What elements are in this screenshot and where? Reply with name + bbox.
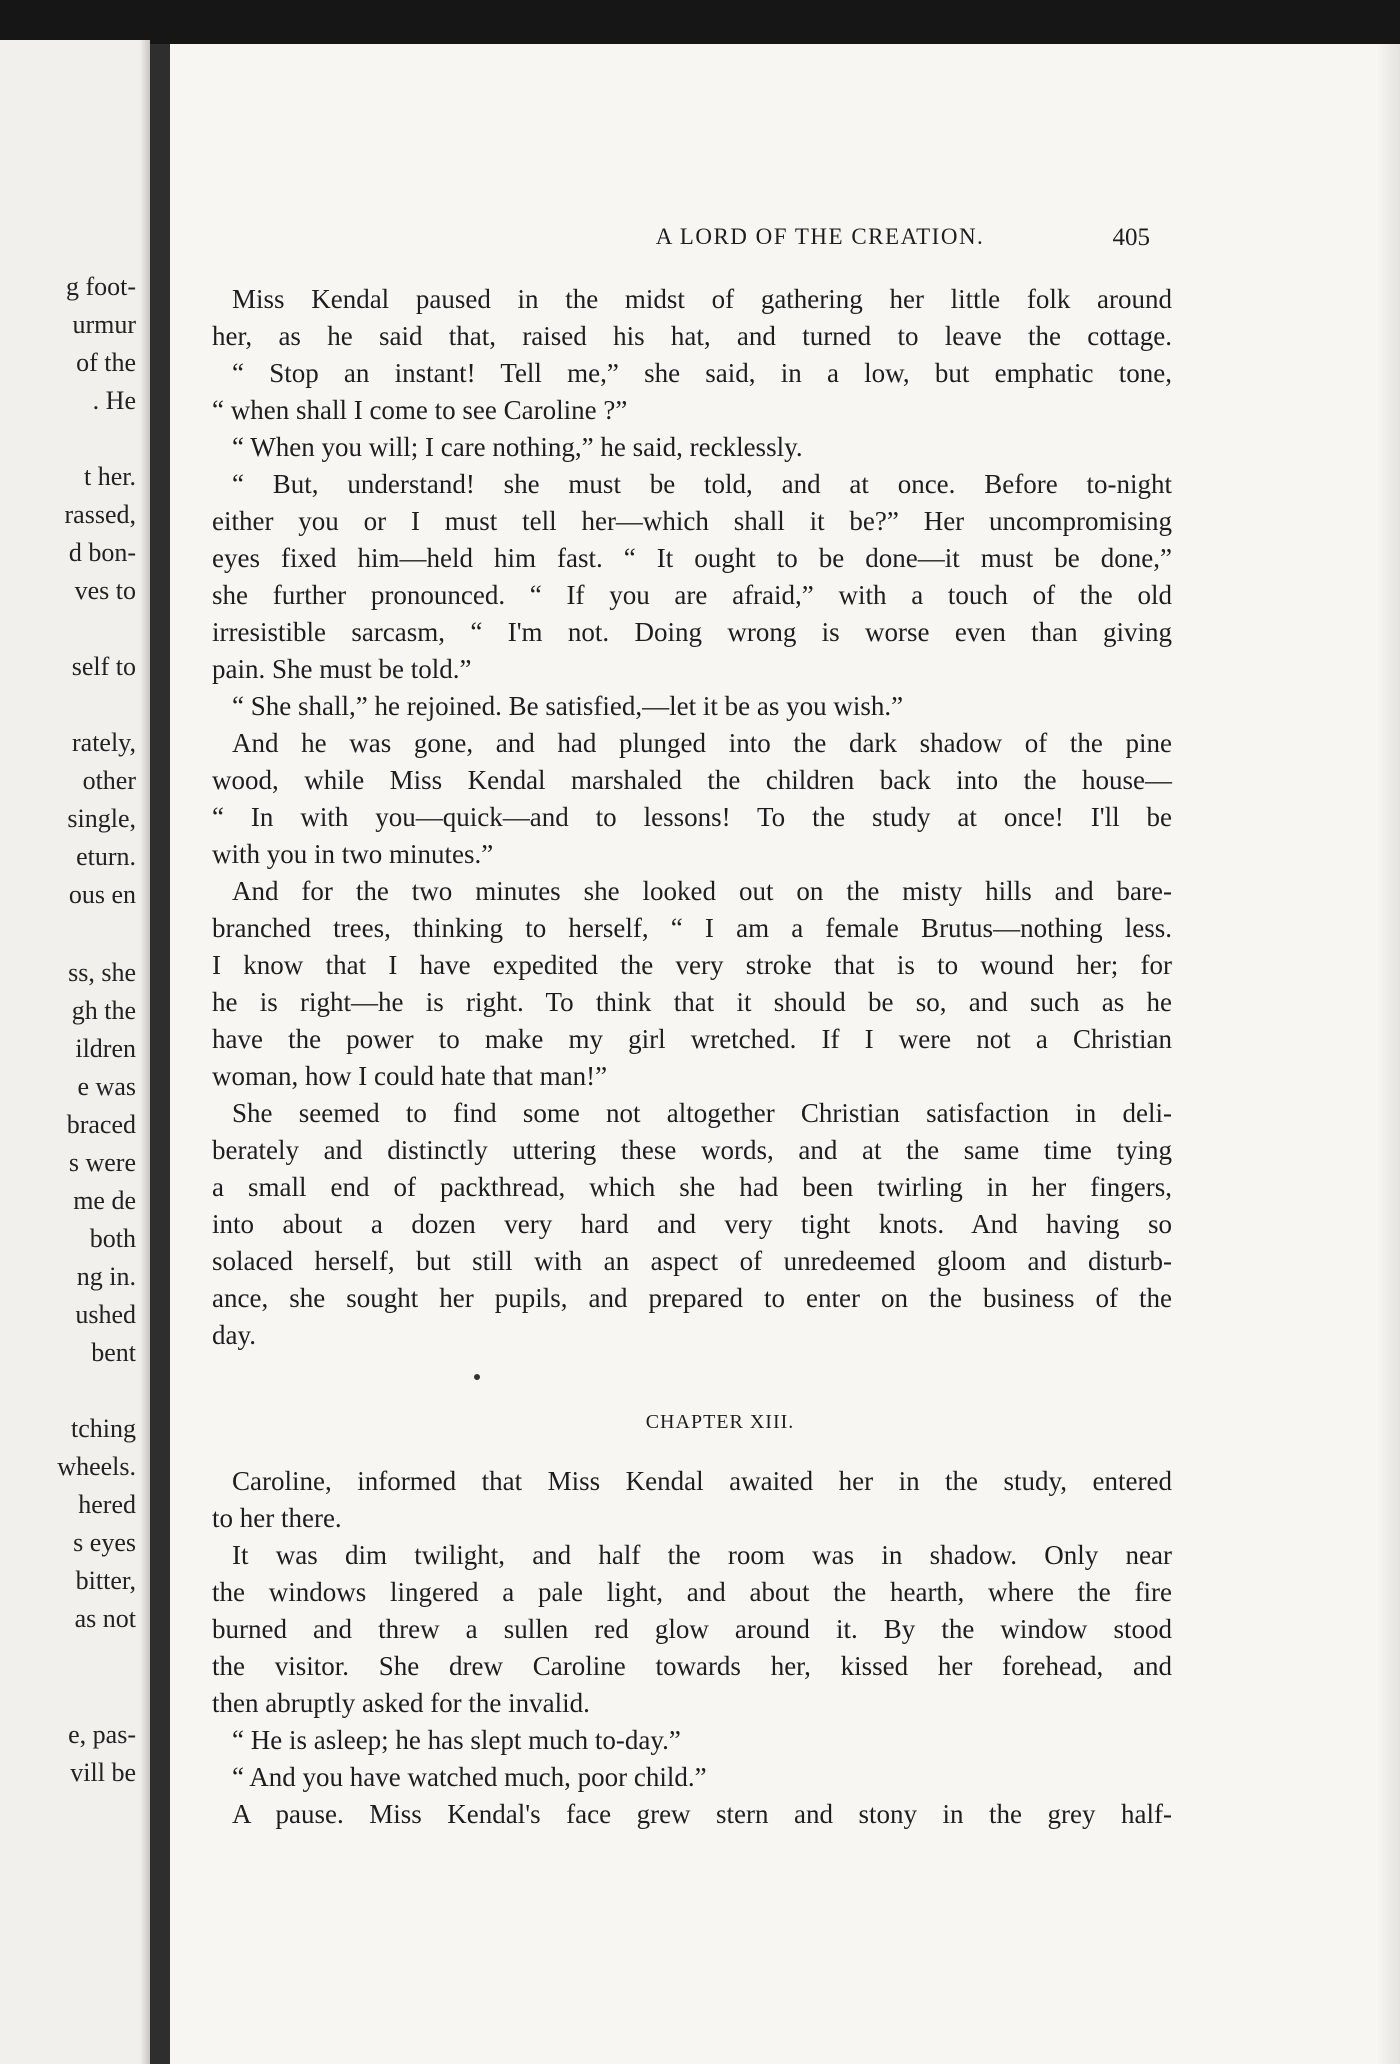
fragment-line: hered [78, 1490, 136, 1519]
text-line: I know that I have expedited the very stroke that is to wound her; for [212, 950, 1172, 980]
fragment-line: ildren [75, 1034, 136, 1063]
stray-ink-mark [474, 1374, 480, 1380]
text-line: pain. She must be told.” [212, 654, 472, 684]
text-line: with you in two minutes.” [212, 839, 494, 869]
fragment-line: single, [67, 804, 136, 833]
fragment-line: gh the [71, 996, 136, 1025]
fragment-line: vill be [70, 1758, 136, 1787]
text-line: day. [212, 1320, 256, 1350]
fragment-line: t her. [84, 462, 136, 491]
text-line: “ She shall,” he rejoined. Be satisfied,—let it be as you wish.” [232, 691, 904, 721]
text-line: woman, how I could hate that man!” [212, 1061, 608, 1091]
text-line: Caroline, informed that Miss Kendal awaited her in the study, entered [232, 1466, 1172, 1496]
fragment-line: e was [77, 1072, 136, 1101]
text-line: “ When you will; I care nothing,” he said, recklessly. [232, 432, 803, 462]
text-line: “ And you have watched much, poor child.” [232, 1762, 707, 1792]
text-line: the visitor. She drew Caroline towards her, kissed her forehead, and [212, 1651, 1172, 1681]
fragment-line: tching [71, 1414, 136, 1443]
text-line: burned and threw a sullen red glow around it. By the window stood [212, 1614, 1172, 1644]
text-line: irresistible sarcasm, “ I'm not. Doing wrong is worse even than giving [212, 617, 1172, 647]
fragment-line: as not [74, 1604, 136, 1633]
fragment-line: ous en [68, 880, 136, 909]
fragment-line: d bon- [68, 538, 136, 567]
text-line: solaced herself, but still with an aspect of unredeemed gloom and disturb- [212, 1246, 1172, 1276]
fragment-line: s were [68, 1148, 136, 1177]
fragment-line: urmur [72, 310, 136, 339]
text-line: a small end of packthread, which she had been twirling in her fingers, [212, 1172, 1172, 1202]
fragment-line: ushed [75, 1300, 136, 1329]
fragment-line: ng in. [76, 1262, 136, 1291]
text-line: A pause. Miss Kendal's face grew stern and stony in the grey half- [232, 1799, 1172, 1829]
fragment-line: braced [66, 1110, 136, 1139]
text-line: into about a dozen very hard and very tight knots. And having so [212, 1209, 1172, 1239]
text-line: the windows lingered a pale light, and about the hearth, where the fire [212, 1577, 1172, 1607]
fragment-line: self to [71, 652, 136, 681]
text-line: branched trees, thinking to herself, “ I am a female Brutus—nothing less. [212, 913, 1172, 943]
text-line: to her there. [212, 1503, 342, 1533]
page-number: 405 [1112, 224, 1150, 251]
fragment-line: me de [73, 1186, 136, 1215]
fragment-line: ss, she [68, 958, 136, 987]
fragment-line: ves to [74, 576, 136, 605]
text-line: “ But, understand! she must be told, and at once. Before to-night [232, 469, 1172, 499]
text-line: then abruptly asked for the invalid. [212, 1688, 590, 1718]
text-line: eyes fixed him—held him fast. “ It ought to be done—it must be done,” [212, 543, 1172, 573]
text-line: “ Stop an instant! Tell me,” she said, in a low, but emphatic tone, [232, 358, 1172, 388]
text-line: She seemed to find some not altogether Christian satisfaction in deli- [232, 1098, 1172, 1128]
text-line: Miss Kendal paused in the midst of gathering her little folk around [232, 284, 1172, 314]
book-spine-gutter [150, 44, 170, 2064]
fragment-line: rately, [72, 728, 136, 757]
text-line: And for the two minutes she looked out on the misty hills and bare- [232, 876, 1172, 906]
text-line: she further pronounced. “ If you are afraid,” with a touch of the old [212, 580, 1172, 610]
text-line: “ In with you—quick—and to lessons! To the study at once! I'll be [212, 802, 1172, 832]
text-line: wood, while Miss Kendal marshaled the children back into the house— [212, 765, 1172, 795]
fragment-line: e, pas- [68, 1720, 136, 1749]
text-line: he is right—he is right. To think that it should be so, and such as he [212, 987, 1172, 1017]
book-page [170, 44, 1400, 2064]
fragment-line: . He [92, 386, 136, 415]
text-line: It was dim twilight, and half the room was in shadow. Only near [232, 1540, 1172, 1570]
text-line: And he was gone, and had plunged into the dark shadow of the pine [232, 728, 1172, 758]
fragment-line: g foot- [65, 272, 136, 301]
fragment-line: bent [91, 1338, 136, 1367]
fragment-line: wheels. [57, 1452, 136, 1481]
facing-page-fragment [0, 40, 150, 2064]
text-line: have the power to make my girl wretched. If I were not a Christian [212, 1024, 1172, 1054]
running-title: A LORD OF THE CREATION. [655, 224, 985, 249]
fragment-line: of the [76, 348, 136, 377]
text-line: berately and distinctly uttering these words, and at the same time tying [212, 1135, 1172, 1165]
fragment-line: eturn. [76, 842, 136, 871]
text-line: “ when shall I come to see Caroline ?” [212, 395, 628, 425]
scan-top-border [0, 0, 1400, 46]
text-line: her, as he said that, raised his hat, and turned to leave the cottage. [212, 321, 1172, 351]
fragment-line: bitter, [75, 1566, 136, 1595]
fragment-line: other [82, 766, 136, 795]
text-line: ance, she sought her pupils, and prepared to enter on the business of the [212, 1283, 1172, 1313]
page-edge-shadow [1376, 44, 1400, 2064]
fragment-line: both [89, 1224, 136, 1253]
text-line: “ He is asleep; he has slept much to-day.” [232, 1725, 681, 1755]
fragment-line: rassed, [64, 500, 136, 529]
chapter-heading: CHAPTER XIII. [645, 1411, 795, 1433]
text-line: either you or I must tell her—which shall it be?” Her uncompromising [212, 506, 1172, 536]
fragment-line: s eyes [73, 1528, 136, 1557]
page-edge-shadow [140, 40, 150, 2064]
